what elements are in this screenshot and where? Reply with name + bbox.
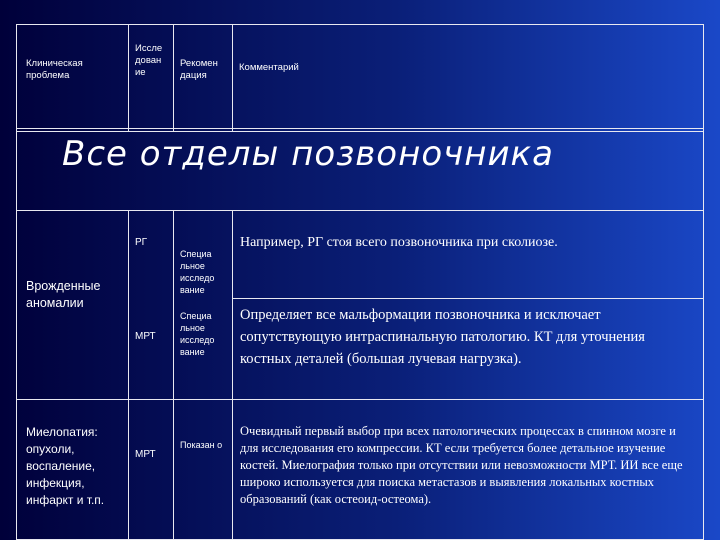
row2-item1-comment: Очевидный первый выбор при всех патологических процессах в спинном мозге и для исследования его компрессии. КТ если требуется более детальное изучение костей. Миелография только при отсутствии или невозможности МРТ. ИИ все еще широко используется для поиска метастазов и выявления локальных костных образований (как остеоид-остеома). (240, 424, 683, 506)
row1-item2-study: МРТ (135, 331, 156, 342)
row1-item1-study: РГ (135, 237, 148, 248)
grid-line-v1-body (128, 210, 129, 540)
grid-line-row1-inner (232, 298, 704, 299)
grid-line-header-bottom (16, 128, 704, 129)
row2-item1-study: МРТ (135, 449, 156, 460)
grid-line-v2-header (173, 24, 174, 132)
grid-line-v2-body (173, 210, 174, 540)
row2-item1-recommendation: Показан о (180, 440, 223, 450)
row1-item1-recommendation: Специа льное исследо вание (180, 249, 215, 295)
grid-line-v1-header (128, 24, 129, 132)
row1-problem: Врожденные аномалии (26, 279, 101, 310)
grid-line-row1-bottom (16, 399, 704, 400)
header-study: Иссле дован ие (135, 43, 163, 78)
grid-line-v3-body (232, 210, 233, 540)
grid-line-v3-header (232, 24, 233, 132)
header-clinical-problem: Клиническая проблема (26, 58, 83, 81)
section-title: Все отделы позвоночника (62, 134, 554, 174)
row2-problem: Миелопатия: опухоли, воспаление, инфекция, инфаркт и т.п. (26, 425, 105, 507)
grid-line-header-bottom-2 (16, 131, 704, 132)
grid-line-title-bottom (16, 210, 704, 211)
row1-item2-comment: Определяет все мальформации позвоночника и исключает сопутствующую интраспинальную патологию. КТ для уточнения костных деталей (большая лучевая нагрузка). (240, 307, 645, 367)
row1-item2-recommendation: Специа льное исследо вание (180, 311, 215, 357)
header-comment: Комментарий (239, 62, 299, 73)
header-recommendation: Рекомен дация (180, 58, 218, 81)
row1-item1-comment: Например, РГ стоя всего позвоночника при сколиозе. (240, 235, 558, 250)
